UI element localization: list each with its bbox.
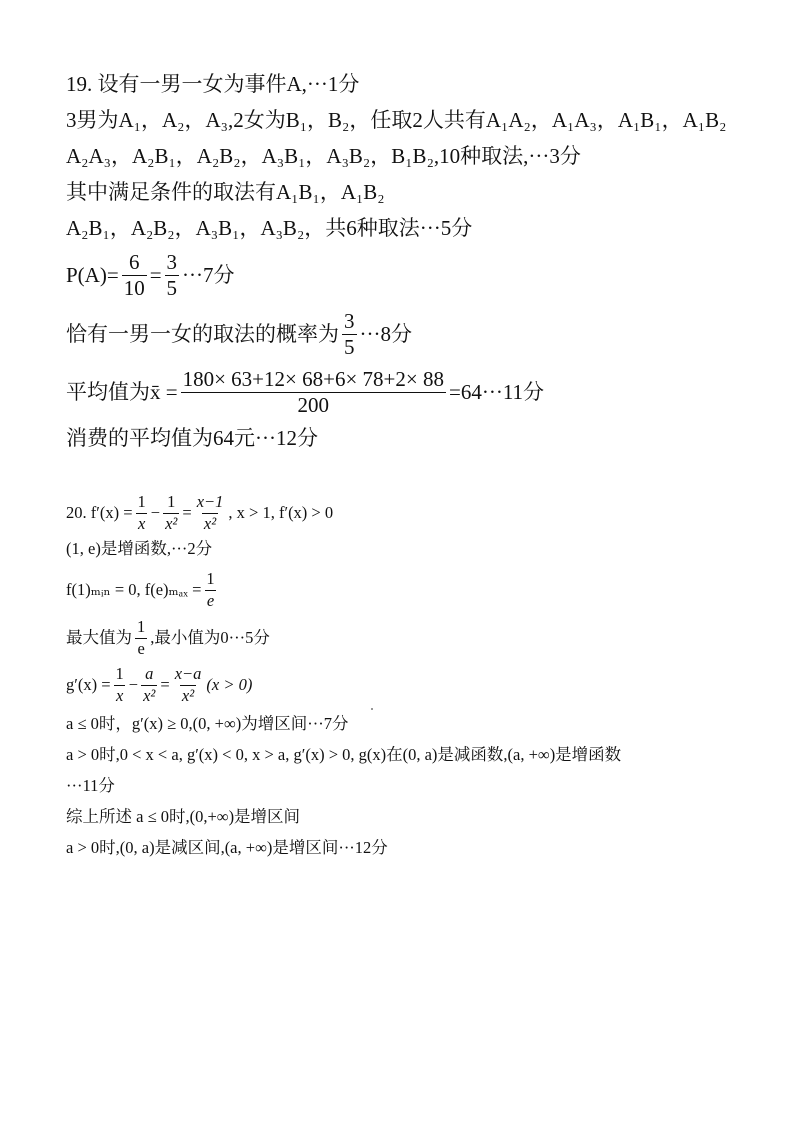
- denominator: x²: [203, 513, 217, 533]
- fraction-3-5: [165, 249, 180, 300]
- numerator: a: [145, 664, 154, 683]
- q19-line-satisfying: 其中满足条件的取法有A₁B₁，A₁B₂: [66, 179, 385, 204]
- denominator: 5: [344, 334, 355, 359]
- mean-fraction: [181, 366, 446, 417]
- fraction-1-e: [204, 571, 216, 609]
- q20-line-case-a-le-0: a ≤ 0时，g′(x) ≥ 0,(0, +∞)为增区间···7分: [66, 714, 349, 734]
- condition-text: , x > 1, f′(x) > 0: [228, 502, 334, 522]
- extreme-label: f(1)ₘᵢₙ = 0, f(e)ₘₐₓ =: [66, 579, 202, 599]
- q20-g-derivative-formula: [66, 661, 776, 709]
- denominator: x: [115, 685, 124, 705]
- numerator: 1: [137, 492, 146, 511]
- score-note: =64···11分: [449, 379, 545, 404]
- minus-sign: −: [128, 674, 139, 694]
- score-note: ···7分: [182, 262, 235, 287]
- q19-mean-formula: [66, 364, 766, 420]
- q20-line-increasing: (1, e)是增函数,···2分: [66, 539, 213, 559]
- numerator: 1: [137, 617, 146, 636]
- minus-sign: −: [150, 502, 161, 522]
- question-19-solution: [66, 66, 766, 456]
- equals-sign: =: [149, 262, 162, 287]
- denominator: x²: [165, 513, 178, 533]
- q20-line-summary: 综上所述 a ≤ 0时,(0,+∞)是增区间: [66, 807, 301, 827]
- denominator: e: [206, 590, 215, 610]
- q19-line-combinations: A₂A₃，A₂B₁，A₂B₂，A₃B₁，A₃B₂，B₁B₂,10种取法,···3分: [66, 143, 581, 168]
- equals-sign: =: [182, 502, 192, 522]
- denominator: 5: [166, 275, 178, 300]
- fraction: [114, 666, 126, 704]
- q20-line-score-11: ···11分: [66, 776, 115, 796]
- denominator: x: [137, 513, 146, 533]
- q20-extreme-values: [66, 565, 776, 615]
- fraction-6-10: [122, 249, 147, 300]
- numerator: 180× 63+12× 68+6× 78+2× 88: [182, 366, 444, 391]
- fraction: [141, 666, 157, 704]
- q20-line-case-a-gt-0: a > 0时,0 < x < a, g′(x) < 0, x > a, g′(x) > 0, g(x)在(0, a)是减函数,(a, +∞)是增函数: [66, 745, 622, 765]
- q19-line-labels: 3男为A₁，A₂，A₃,2女为B₁，B₂，任取2人共有A₁A₂，A₁A₃，A₁B₁，A₁B₂: [66, 107, 727, 132]
- fraction: [136, 494, 148, 532]
- numerator: 1: [115, 664, 124, 683]
- score-note: ···8分: [359, 321, 412, 346]
- numerator: x−1: [196, 492, 224, 511]
- g-derivative-label: g′(x) =: [66, 674, 111, 694]
- fraction: [173, 666, 204, 704]
- q19-line-conclusion: 消费的平均值为64元···12分: [66, 425, 318, 450]
- domain-condition: (x > 0): [206, 674, 253, 694]
- denominator: 10: [123, 275, 145, 300]
- denominator: e: [137, 638, 145, 658]
- numerator: 3: [166, 249, 178, 274]
- fraction: [163, 494, 179, 532]
- fraction-3-5: [342, 308, 357, 359]
- q20-derivative-formula: [66, 492, 776, 534]
- min-text: ,最小值为0···5分: [150, 627, 270, 647]
- q19-prob-label: P(A)=: [66, 262, 119, 287]
- max-label: 最大值为: [66, 627, 132, 647]
- numerator: 1: [167, 492, 176, 511]
- q19-probability-statement: [66, 304, 766, 364]
- derivative-label: 20. f′(x) =: [66, 502, 133, 522]
- numerator: 6: [128, 249, 140, 274]
- stray-dot: [371, 708, 373, 710]
- q20-max-min-statement: [66, 615, 776, 661]
- question-20-solution: [66, 492, 776, 864]
- denominator: x²: [143, 685, 156, 705]
- denominator: 200: [181, 392, 446, 416]
- statement-text: 恰有一男一女的取法的概率为: [66, 321, 339, 346]
- q19-probability-formula: [66, 246, 766, 304]
- fraction: [195, 494, 226, 532]
- q20-line-final: a > 0时,(0, a)是减区间,(a, +∞)是增区间···12分: [66, 838, 388, 858]
- q19-line-six-ways: A₂B₁，A₂B₂，A₃B₁，A₃B₂，共6种取法···5分: [66, 215, 473, 240]
- fraction-1-e: [135, 619, 147, 657]
- mean-label: 平均值为x̄ =: [66, 379, 178, 404]
- numerator: x−a: [174, 664, 202, 683]
- denominator: x²: [181, 685, 195, 705]
- equals-sign: =: [160, 674, 170, 694]
- q19-line-event: 19. 设有一男一女为事件A,···1分: [66, 71, 360, 96]
- numerator: 1: [206, 569, 215, 588]
- numerator: 3: [344, 308, 355, 333]
